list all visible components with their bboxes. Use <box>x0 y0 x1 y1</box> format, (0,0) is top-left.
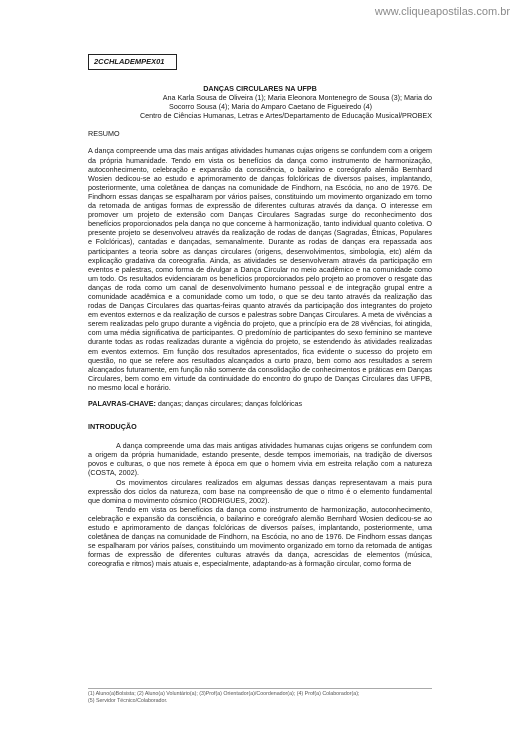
keywords <box>88 399 432 408</box>
footnote-line-2: (5) Servidor Técnico/Colaborador. <box>88 697 168 704</box>
intro-paragraph-2: Os movimentos circulares realizados em algumas dessas danças representavam a mais pura expressão dos ciclos da natureza, com base na compreensão de que o ritmo é o elemento fundamental que domina o movimento cósmico (RODRIGUES, 2002). <box>88 477 432 505</box>
footnote <box>88 688 432 704</box>
intro-heading: INTRODUÇÃO <box>88 422 137 432</box>
resumo-heading: RESUMO <box>88 129 120 139</box>
document-body <box>88 76 432 569</box>
watermark: www.cliqueapostilas.com.br <box>374 6 510 18</box>
authors-line-1: Ana Karla Sousa de Oliveira (1); Maria Eleonora Montenegro de Sousa (3); Maria do <box>162 93 432 103</box>
keywords-label: PALAVRAS-CHAVE: <box>88 399 156 408</box>
affiliation: Centro de Ciências Humanas, Letras e Artes/Departamento de Educação Musical/PROBEX <box>139 111 432 121</box>
intro-paragraph-1: A dança compreende uma das mais antigas atividades humanas cujas origens se confundem com a origem da própria humanidade, estando presente, desde tempos imemoriais, na tradição de diversos povos e culturas, o que nos remete à época em que o homem vivia em estreita relação com a natureza (COSTA, 2002). <box>88 441 432 478</box>
resumo-text: A dança compreende uma das mais antigas atividades humanas cujas origens se confundem com a origem da própria humanidade. Tendo em vista os benefícios da dança como instrumento de harmonização, autoconhecimento, celebração e expansão da consciência, o bailarino e coreógrafo alemão Bernhard Wosien dedicou-se ao estudo e aprimoramento de danças folclóricas de diversos países, implantando, posteriormente, uma coletânea de danças na comunidade de Findhorn, na Escócia, no ano de 1976. De Findhorn essas danças se espalharam por vários países, constituindo um movimento organizado em torno da retomada de antigas formas de expressão de diferentes culturas através da dança. O interesse em promover um projeto de extensão com Danças Circulares Sagradas surge do reconhecimento dos benefícios proporcionados pela dança no que concerne à harmonização, tanto individual quanto coletiva. O presente projeto se desenvolveu através da realização de rodas de danças (Sagradas, Étnicas, Populares e Folclóricas), cantadas e dançadas, semanalmente. Durante as rodas de danças era repassada aos participantes a teoria sobre as danças circulares (origens, desenvolvimentos, simbologia, etc) além da explicação gradativa da coreografia. Ainda, as atividades se desenvolveram através da participação em eventos e palestras, como forma de divulgar a Dança Circular no meio acadêmico e na comunidade como um todo. Os resultados evidenciaram os benefícios proporcionados pelo projeto ao promover o resgate das danças de roda como um canal de desenvolvimento humano pessoal e de integração grupal entre a comunidade acadêmica e a comunidade como um todo, o que se deu tanto através da realização das rodas de Danças Circulares das quartas-feiras quanto através da participação dos integrantes do projeto em eventos externos e da realização de cursos e palestras sobre Danças Circulares. A meta de vivências a serem realizadas pelo grupo durante a vigência do projeto, que a princípio era de 28 vivências, foi atingida, com uma média significativa de participantes. O predomínio de participantes do sexo feminino se manteve durante todas as rodas realizadas durante a vigência do projeto, se estendendo às atividades realizadas em eventos externos. Em função dos resultados apresentados, fica evidente o sucesso do projeto em questão, no que se refere aos resultados alcançados a curto prazo, bem como aos resultados a serem alcançados futuramente, em função não somente da consolidação de conhecimentos e práticas em Danças Circulares, bem como em virtude da continuidade do encontro do grupo de Danças Circulares das UFPB, no mesmo local e horário. <box>88 146 432 392</box>
intro-paragraph-3: Tendo em vista os benefícios da dança como instrumento de harmonização, autoconhecimento, celebração e expansão da consciência, o bailarino e coreógrafo alemão Bernhard Wosien dedicou-se ao estudo e aprimoramento de danças folclóricas de diversos países, implantando, posteriormente, uma coletânea de danças na comunidade de Findhorn, na Escócia, no ano de 1976. De Findhorn essas danças se espalharam por vários países, constituindo um movimento organizado em torno da retomada de antigas formas de expressão de diferentes culturas através da dança, acrescidas de elementos (música, coreografia e ritmos) mais atuais e, especialmente, adaptando-as à formação circular, como forma de <box>88 504 432 569</box>
document-title: DANÇAS CIRCULARES NA UFPB <box>203 84 317 93</box>
authors-line-2: Socorro Sousa (4); Maria do Amparo Caetano de Figueiredo (4) <box>169 102 372 112</box>
document-code: 2CCHLADEMPEX01 <box>88 54 177 70</box>
keywords-text: danças; danças circulares; danças folclóricas <box>155 399 303 408</box>
footnote-line-1: (1) Aluno(a)Bolsista; (2) Aluno(a) Voluntário(a); (3)Prof(a) Orientador(a)/Coordenador(a); (4) Prof(a) Colaborador(a); <box>88 691 360 697</box>
